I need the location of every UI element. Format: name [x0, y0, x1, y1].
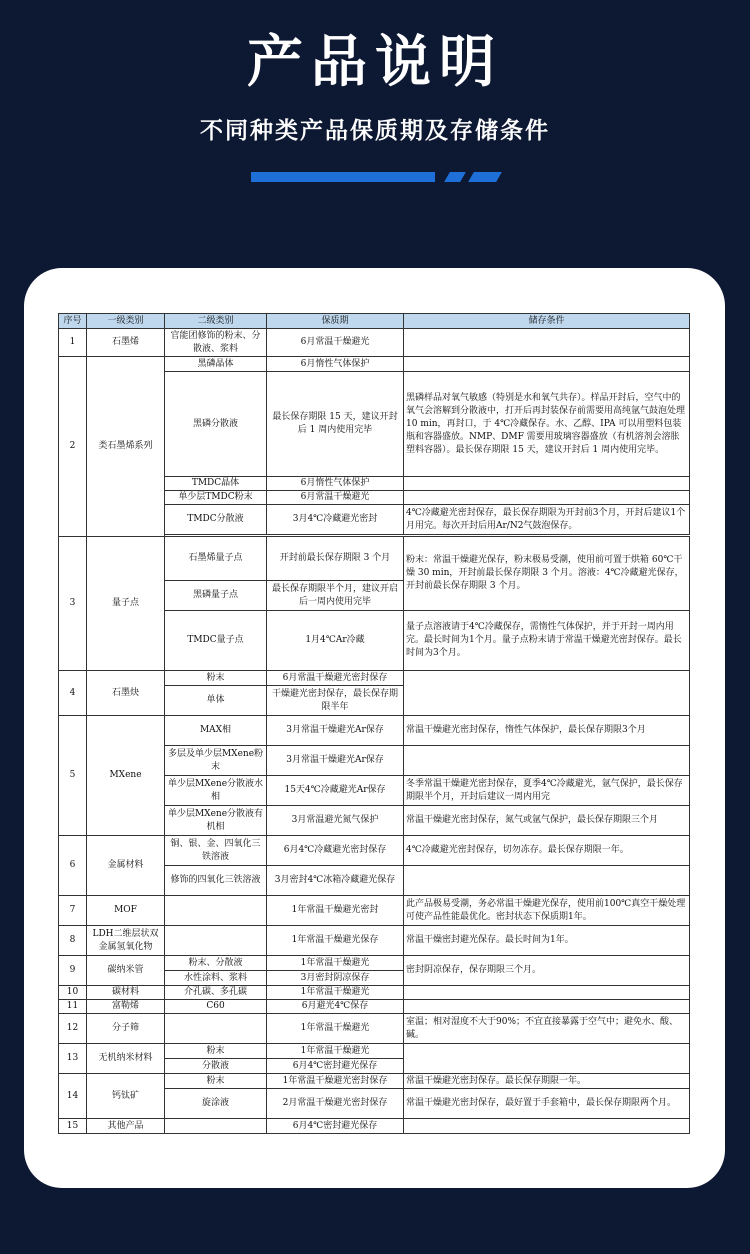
table-cell: MOF [87, 896, 165, 926]
table-row [59, 956, 690, 971]
table-cell: 类石墨烯系列 [87, 357, 165, 537]
table-cell: 最长保存期限 15 天，建议开封后 1 周内使用完毕 [267, 372, 404, 477]
table-cell: 分子筛 [87, 1014, 165, 1044]
table-cell: 2月常温干燥避光密封保存 [267, 1089, 404, 1119]
table-cell [404, 746, 690, 776]
table-cell: 5 [59, 716, 87, 836]
table-cell: 6 [59, 836, 87, 896]
table-row [59, 896, 690, 926]
table-row [59, 1014, 690, 1044]
table-cell: 其他产品 [87, 1119, 165, 1134]
table-cell: 修饰的四氧化三铁溶液 [165, 866, 267, 896]
table-cell: 单少层TMDC粉末 [165, 491, 267, 505]
table-cell [404, 1119, 690, 1134]
table-cell: 6月常温干燥避光密封保存 [267, 671, 404, 686]
table-cell: 6月惰性气体保护 [267, 357, 404, 372]
table-cell: 1年常温干燥避光 [267, 956, 404, 971]
table-cell: 单少层MXene分散液水相 [165, 776, 267, 806]
table-cell: 黑磷样品对氧气敏感（特别是水和氧气共存）。样品开封后，空气中的氧气会溶解到分散液中，打开后再封装保存前需要用高纯氩气鼓泡处理 10 min，再封口，于 4℃冷藏保存。水、乙醇、IPA 可以用塑料包装瓶和容器盛放。NMP、DMF 需要用玻璃容器盛放（有机溶剂会溶胀塑料容器）。最长保存期限 15 天，建议开封后 1 周内使用完毕。 [404, 372, 690, 477]
header-cell: 保质期 [267, 314, 404, 329]
table-cell: 粉末：常温干燥避光保存，粉末极易受潮，使用前可置于烘箱 60℃干燥 30 min，开封前最长保存期限 3 个月。溶液：4℃冷藏避光保存，开封前最长保存期限 3 个月。 [404, 537, 690, 611]
table-cell: 密封阴凉保存，保存期限三个月。 [404, 956, 690, 986]
table-cell [165, 896, 267, 926]
header-cell: 储存条件 [404, 314, 690, 329]
table-cell: 1年常温干燥避光保存 [267, 926, 404, 956]
table-cell: 量子点 [87, 537, 165, 671]
table-cell [404, 491, 690, 505]
table-cell: 室温；相对湿度不大于90%；不宜直接暴露于空气中；避免水、酸、碱。 [404, 1014, 690, 1044]
header-cell: 二级类别 [165, 314, 267, 329]
page-subtitle: 不同种类产品保质期及存储条件 [200, 118, 550, 144]
table-cell: 粉末、分散液 [165, 956, 267, 971]
table-cell: 黑磷量子点 [165, 581, 267, 611]
table-cell: 多层及单少层MXene粉末 [165, 746, 267, 776]
table-cell: 6月常温干燥避光 [267, 329, 404, 357]
table-cell: 石墨烯量子点 [165, 537, 267, 581]
table-cell: 此产品极易受潮，务必常温干燥避光保存，使用前100℃真空干燥处理可使产品性能最优化。密封状态下保质期1年。 [404, 896, 690, 926]
table-cell: 粉末 [165, 1074, 267, 1089]
table-cell [165, 1119, 267, 1134]
table-cell: MAX相 [165, 716, 267, 746]
table-row [59, 1074, 690, 1089]
decorative-stripe [251, 172, 499, 182]
table-cell: 石墨烯 [87, 329, 165, 357]
table-row [59, 836, 690, 866]
table-cell: 石墨炔 [87, 671, 165, 716]
table-cell: 9 [59, 956, 87, 986]
table-cell [404, 329, 690, 357]
table-cell: 3月密封阴凉保存 [267, 971, 404, 986]
table-cell: 常温干燥避光密封保存，惰性气体保护，最长保存期限3个月 [404, 716, 690, 746]
table-cell: 6月避光4℃保存 [267, 1000, 404, 1014]
table-cell: 1年常温干燥避光 [267, 1014, 404, 1044]
table-cell: 11 [59, 1000, 87, 1014]
table-cell: 3月常温干燥避光Ar保存 [267, 716, 404, 746]
table-cell [404, 986, 690, 1000]
table-cell: 旋涂液 [165, 1089, 267, 1119]
table-cell: 碳材料 [87, 986, 165, 1000]
table-cell: 常温干燥避光密封保存。最长保存期限一年。 [404, 1074, 690, 1089]
table-cell: 单少层MXene分散液有机相 [165, 806, 267, 836]
table-cell: 单体 [165, 686, 267, 716]
table-cell: MXene [87, 716, 165, 836]
table-cell: 3月常温干燥避光Ar保存 [267, 746, 404, 776]
table-cell: 铜、银、金、四氧化三铁溶液 [165, 836, 267, 866]
table-cell: LDH二维层状双金属氢氧化物 [87, 926, 165, 956]
table-cell: 量子点溶液请于4℃冷藏保存，需惰性气体保护，并于开封一周内用完。最长时间为1个月。量子点粉末请于常温干燥避光密封保存。最长时间为3个月。 [404, 611, 690, 671]
table-cell: 6月4℃冷藏避光密封保存 [267, 836, 404, 866]
header-cell: 序号 [59, 314, 87, 329]
table-cell: 4℃冷藏避光密封保存，最长保存期限为开封前3个月，开封后建议1个月用完。每次开封后用Ar/N2气鼓泡保存。 [404, 505, 690, 535]
table-row [59, 329, 690, 357]
table-cell: 6月4℃密封避光保存 [267, 1119, 404, 1134]
table-header-row [59, 314, 690, 329]
table-cell: 1年常温干燥避光 [267, 986, 404, 1000]
table-cell: 6月惰性气体保护 [267, 477, 404, 491]
table-cell: 常温干燥避光密封保存，氮气或氩气保护，最长保存期限三个月 [404, 806, 690, 836]
table-row [59, 716, 690, 746]
table-cell: TMDC量子点 [165, 611, 267, 671]
table-cell: 4 [59, 671, 87, 716]
table-cell: 6月常温干燥避光 [267, 491, 404, 505]
table-row [59, 357, 690, 372]
table-cell: 10 [59, 986, 87, 1000]
table-cell: 7 [59, 896, 87, 926]
table-cell: 13 [59, 1044, 87, 1074]
table-cell: 分散液 [165, 1059, 267, 1074]
table-cell: 12 [59, 1014, 87, 1044]
table-cell: 1 [59, 329, 87, 357]
table-cell [404, 1000, 690, 1014]
table-row [59, 1119, 690, 1134]
table-cell [404, 671, 690, 716]
header-cell: 一级类别 [87, 314, 165, 329]
table-cell: 1年常温干燥避光 [267, 1044, 404, 1059]
table-body [59, 329, 690, 1134]
table-cell [404, 357, 690, 372]
table-cell: 3月常温避光氮气保护 [267, 806, 404, 836]
table-row [59, 1000, 690, 1014]
table-cell: 黑磷晶体 [165, 357, 267, 372]
table-cell: 4℃冷藏避光密封保存，切勿冻存。最长保存期限一年。 [404, 836, 690, 866]
table-row [59, 671, 690, 686]
table-cell: 开封前最长保存期限 3 个月 [267, 537, 404, 581]
table-cell [404, 1044, 690, 1074]
table-cell [404, 866, 690, 896]
table-cell: 1月4℃Ar冷藏 [267, 611, 404, 671]
table-cell: 3月4℃冷藏避光密封 [267, 505, 404, 535]
table-cell: 无机纳米材料 [87, 1044, 165, 1074]
table-row [59, 537, 690, 581]
table-cell: 官能团修饰的粉末、分散液、浆料 [165, 329, 267, 357]
table-cell: 碳纳米管 [87, 956, 165, 986]
table-cell [165, 1014, 267, 1044]
table-cell: 冬季常温干燥避光密封保存，夏季4℃冷藏避光，氩气保护，最长保存期限半个月，开封后建议一周内用完 [404, 776, 690, 806]
table-cell: 6月4℃密封避光保存 [267, 1059, 404, 1074]
table-row [59, 926, 690, 956]
table-cell: 介孔碳、多孔碳 [165, 986, 267, 1000]
storage-table [58, 313, 690, 1134]
table-cell: 金属材料 [87, 836, 165, 896]
table-cell [404, 477, 690, 491]
table-cell: 富勒烯 [87, 1000, 165, 1014]
table-row [59, 1044, 690, 1059]
table-cell: 常温干燥密封避光保存。最长时间为1年。 [404, 926, 690, 956]
table-cell: 3月密封4℃冰箱冷藏避光保存 [267, 866, 404, 896]
table-cell: 粉末 [165, 671, 267, 686]
table-cell: TMDC晶体 [165, 477, 267, 491]
table-cell: 粉末 [165, 1044, 267, 1059]
table-cell: 常温干燥避光密封保存，最好置于手套箱中，最长保存期限两个月。 [404, 1089, 690, 1119]
table-cell [165, 926, 267, 956]
table-cell: TMDC分散液 [165, 505, 267, 535]
table-cell: 3 [59, 537, 87, 671]
table-cell: 水性涂料、浆料 [165, 971, 267, 986]
table-cell: 8 [59, 926, 87, 956]
table-cell: 1年常温干燥避光密封保存 [267, 1074, 404, 1089]
table-cell: 1年常温干燥避光密封 [267, 896, 404, 926]
table-cell: 15 [59, 1119, 87, 1134]
table-cell: 14 [59, 1074, 87, 1119]
table-cell: 黑磷分散液 [165, 372, 267, 477]
table-cell: 15天4℃冷藏避光Ar保存 [267, 776, 404, 806]
spec-card [24, 268, 725, 1188]
table-cell: 最长保存期限半个月，建议开启后一周内使用完毕 [267, 581, 404, 611]
page-title: 产品说明 [247, 30, 503, 95]
table-row [59, 986, 690, 1000]
table-cell: C60 [165, 1000, 267, 1014]
table-cell: 干燥避光密封保存，最长保存期限半年 [267, 686, 404, 716]
table-cell: 钙钛矿 [87, 1074, 165, 1119]
table-cell: 2 [59, 357, 87, 537]
